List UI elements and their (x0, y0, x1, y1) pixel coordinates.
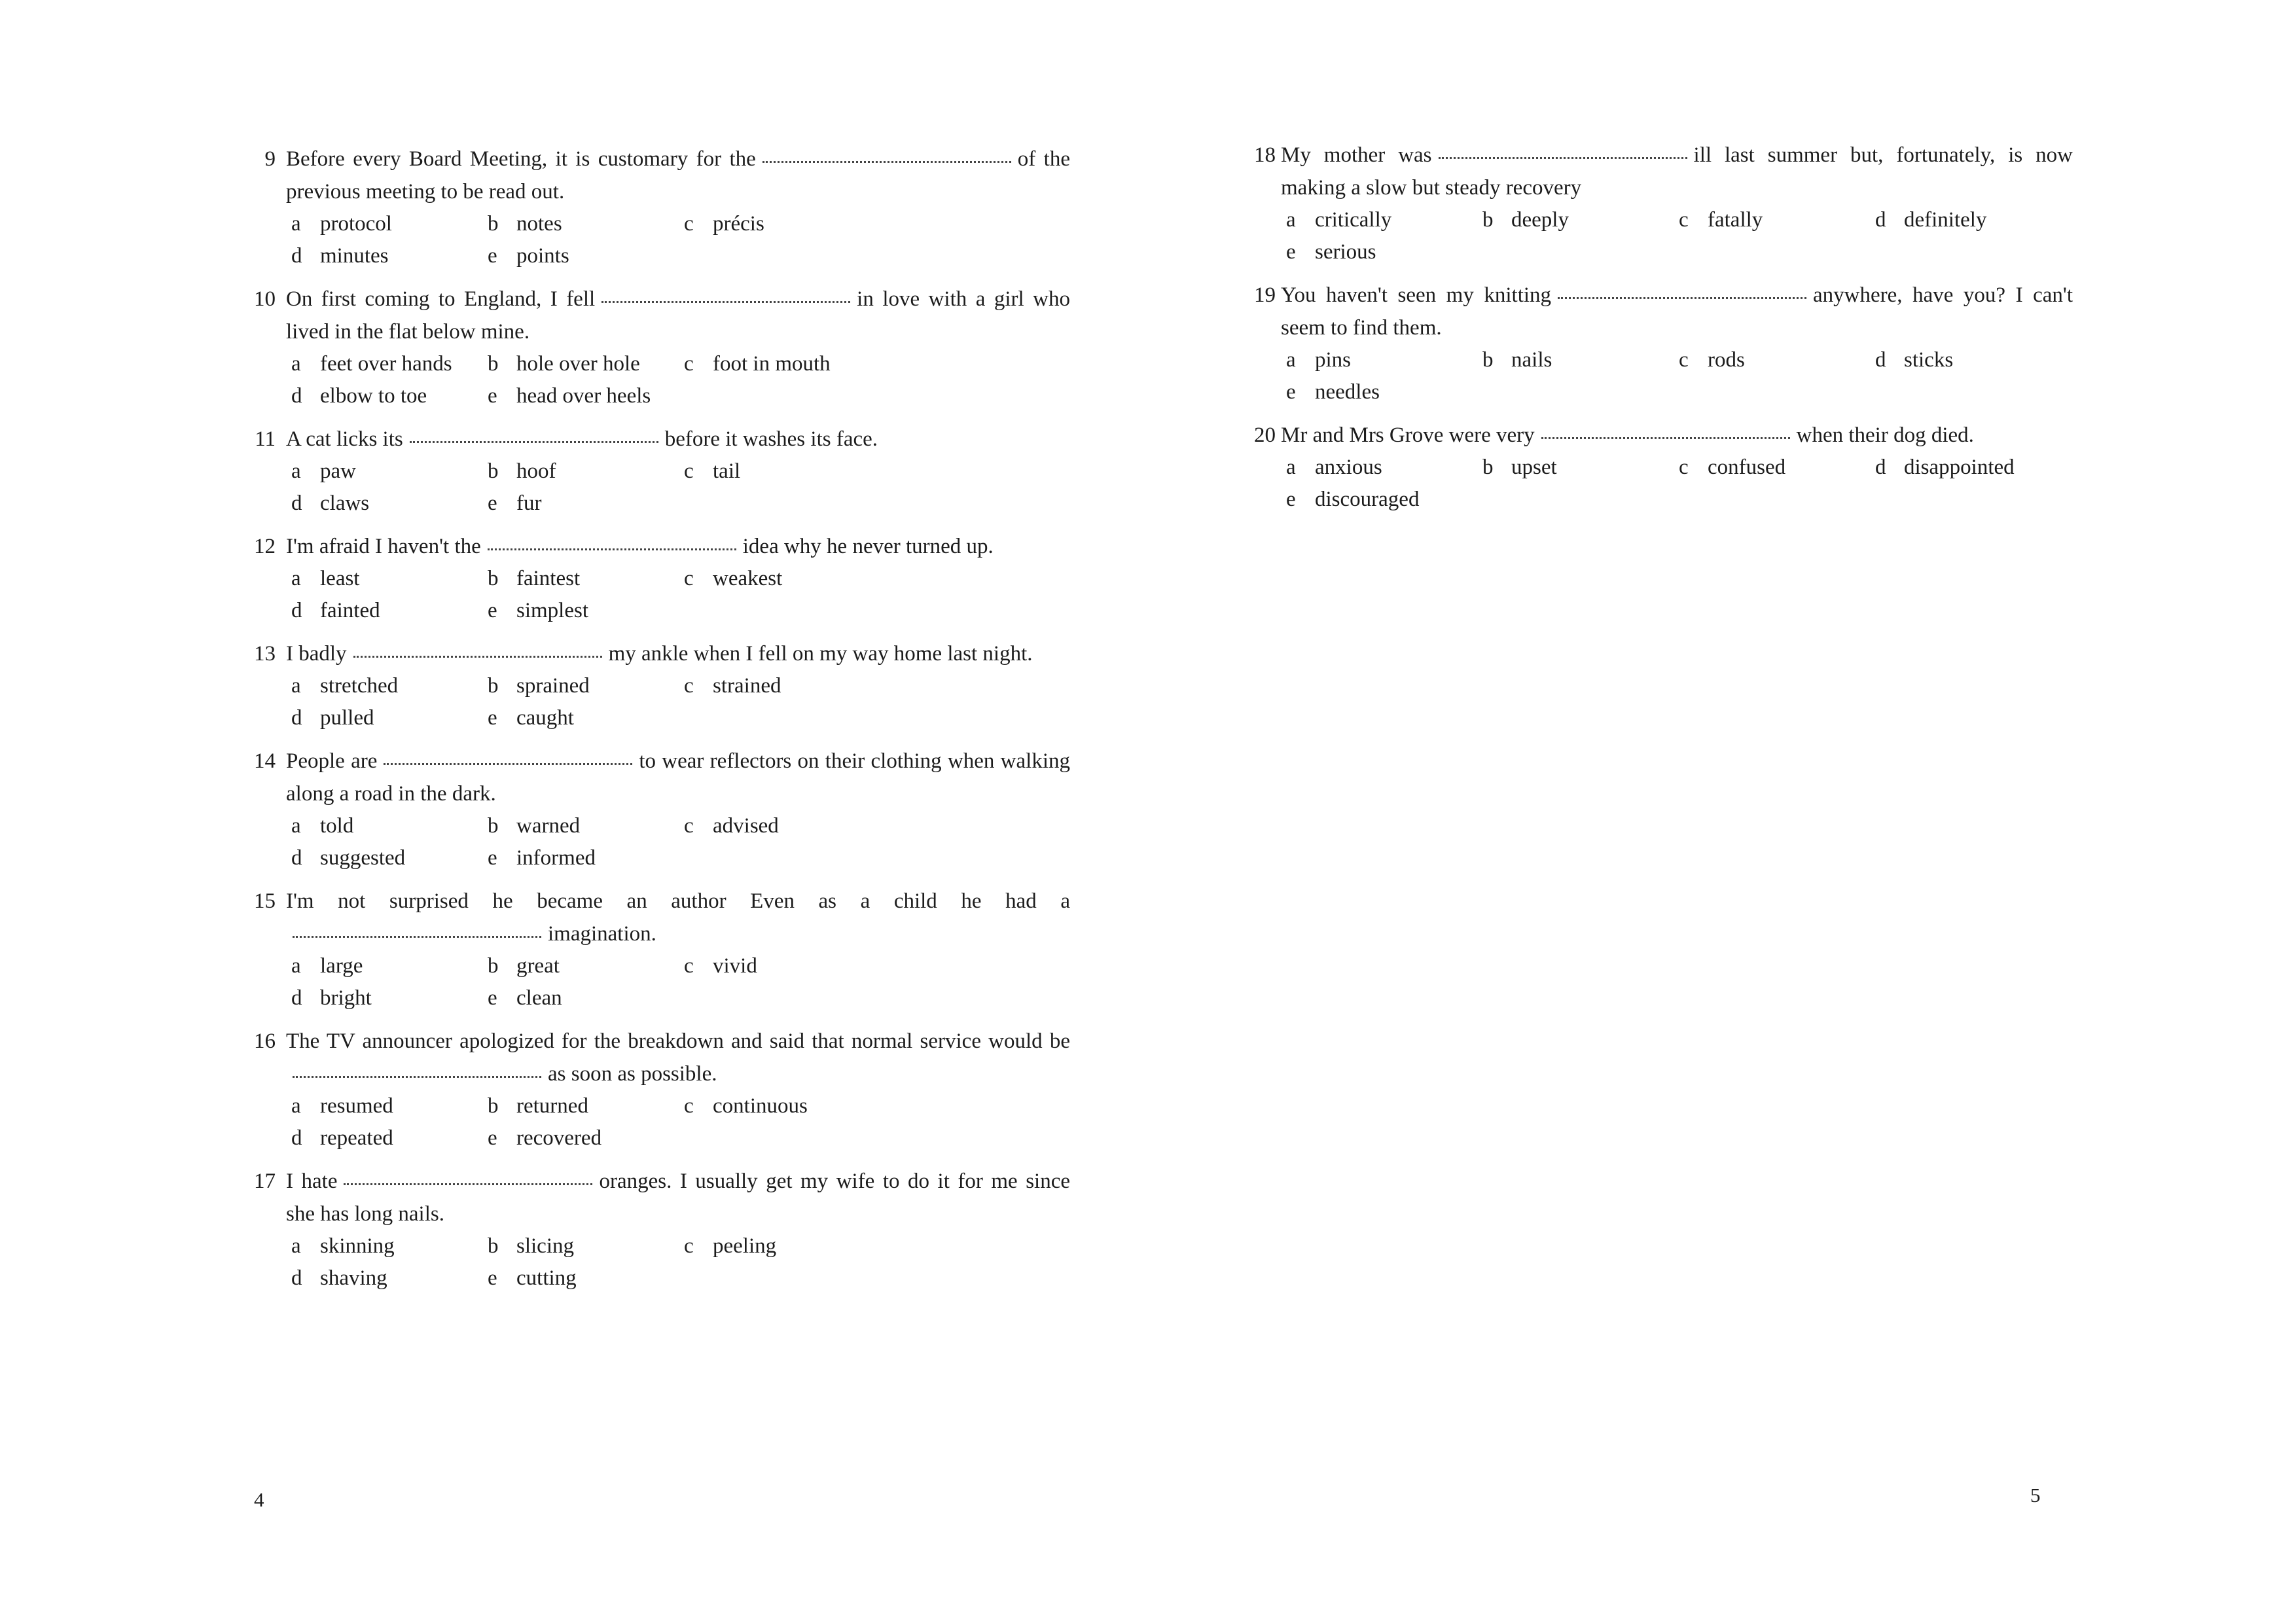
option-text: head over heels (516, 384, 651, 408)
question-text-after: oranges. I usually get my wife to do it for me since she has long nails. (286, 1169, 1070, 1226)
question-text-before: Mr and Mrs Grove were very (1281, 423, 1535, 447)
question-item (252, 637, 1070, 734)
option-text: serious (1315, 240, 1376, 264)
option-text: least (320, 567, 360, 590)
option-text: resumed (320, 1094, 393, 1118)
option-text: simplest (516, 599, 589, 622)
question-number: 14 (254, 749, 276, 773)
option-text: hoof (516, 459, 556, 483)
option-letter: d (291, 244, 302, 268)
option-text: great (516, 954, 560, 978)
answer-option (482, 702, 679, 734)
answer-blank (293, 1061, 541, 1078)
option-text: clean (516, 986, 562, 1010)
answer-options (286, 810, 1070, 874)
option-letter: c (1679, 348, 1689, 372)
option-text: continuous (713, 1094, 808, 1118)
option-letter: d (291, 491, 302, 515)
option-text: warned (516, 814, 581, 838)
question-text-before: I'm not surprised he became an author Even as a child he had a (286, 889, 1070, 913)
option-letter: b (488, 814, 499, 838)
question-number: 16 (254, 1029, 276, 1053)
option-letter: b (488, 352, 499, 376)
option-text: sticks (1904, 348, 1954, 372)
option-text: paw (320, 459, 356, 483)
option-text: protocol (320, 212, 392, 236)
question-number: 11 (255, 427, 276, 451)
option-letter: c (684, 1094, 694, 1118)
option-letter: a (291, 212, 301, 236)
question-number: 18 (1254, 143, 1276, 167)
answer-option (482, 1262, 679, 1294)
answer-options (286, 1090, 1070, 1154)
option-letter: d (291, 384, 302, 408)
answer-option (286, 1090, 482, 1122)
option-letter: c (684, 212, 694, 236)
option-text: hole over hole (516, 352, 640, 376)
question-number: 13 (254, 642, 276, 666)
answer-option (286, 455, 482, 488)
answer-options (286, 670, 1070, 734)
answer-option (482, 380, 679, 412)
option-letter: d (291, 706, 302, 730)
answer-option (286, 670, 482, 702)
option-text: slicing (516, 1234, 574, 1258)
answer-option (286, 208, 482, 240)
answer-option (482, 348, 679, 380)
answer-blank (410, 427, 658, 443)
option-text: bright (320, 986, 372, 1010)
option-text: advised (713, 814, 779, 838)
option-text: informed (516, 846, 596, 870)
option-letter: c (684, 954, 694, 978)
option-text: critically (1315, 208, 1392, 232)
option-letter: a (291, 954, 301, 978)
option-letter: a (291, 1094, 301, 1118)
option-letter: a (291, 352, 301, 376)
question-text-before: You haven't seen my knitting (1281, 283, 1552, 307)
answer-option (1281, 236, 1477, 268)
answer-blank (488, 534, 736, 550)
question-text (1281, 279, 2073, 344)
question-item (1247, 139, 2073, 268)
answer-option (286, 563, 482, 595)
question-text-after: my ankle when I fell on my way home last night. (608, 642, 1033, 666)
answer-option (482, 1230, 679, 1262)
question-item (252, 1165, 1070, 1294)
question-text-after: ill last summer but, fortunately, is now making a slow but steady recovery (1281, 143, 2073, 200)
option-text: strained (713, 674, 781, 698)
option-letter: a (1286, 208, 1296, 232)
answer-option (679, 208, 875, 240)
option-letter: e (488, 1266, 497, 1290)
question-text-before: Before every Board Meeting, it is customary for the (286, 147, 756, 171)
question-text (1281, 419, 2073, 452)
option-text: fainted (320, 599, 380, 622)
option-text: elbow to toe (320, 384, 427, 408)
option-text: suggested (320, 846, 406, 870)
option-text: disappointed (1904, 455, 2015, 479)
answer-option (1870, 204, 2066, 236)
answer-option (286, 488, 482, 520)
option-letter: d (291, 846, 302, 870)
answer-option (679, 348, 875, 380)
option-text: discouraged (1315, 488, 1420, 511)
option-letter: e (1286, 380, 1296, 404)
option-text: told (320, 814, 354, 838)
answer-option (482, 810, 679, 842)
question-text-after: idea why he never turned up. (742, 535, 994, 558)
question-text (286, 1025, 1070, 1090)
answer-option (679, 1230, 875, 1262)
option-text: shaving (320, 1266, 387, 1290)
answer-option (482, 1090, 679, 1122)
question-number: 19 (1254, 283, 1276, 307)
option-letter: d (1875, 455, 1886, 479)
question-text-after: as soon as possible. (548, 1062, 717, 1086)
option-letter: d (1875, 208, 1886, 232)
answer-options (1281, 452, 2073, 516)
option-text: vivid (713, 954, 757, 978)
question-item (252, 143, 1070, 272)
page-number-left: 4 (254, 1488, 264, 1511)
answer-options (286, 950, 1070, 1014)
question-text-after: when their dog died. (1796, 423, 1974, 447)
question-text-after: in love with a girl who lived in the flat below mine. (286, 287, 1070, 344)
question-item (252, 745, 1070, 874)
option-text: minutes (320, 244, 389, 268)
answer-option (482, 670, 679, 702)
option-letter: b (488, 212, 499, 236)
option-text: returned (516, 1094, 588, 1118)
option-letter: c (684, 459, 694, 483)
option-letter: b (1482, 208, 1494, 232)
answer-option (1281, 376, 1477, 408)
answer-option (679, 950, 875, 982)
option-letter: a (291, 567, 301, 590)
option-text: needles (1315, 380, 1380, 404)
answer-option (286, 380, 482, 412)
question-item (1247, 279, 2073, 408)
answer-option (286, 348, 482, 380)
option-letter: c (1679, 208, 1689, 232)
option-letter: b (488, 674, 499, 698)
question-item (252, 1025, 1070, 1154)
question-text-before: A cat licks its (286, 427, 403, 451)
question-text-after: to wear reflectors on their clothing when walking along a road in the dark. (286, 749, 1070, 806)
option-text: sprained (516, 674, 590, 698)
option-text: feet over hands (320, 352, 452, 376)
answer-option (286, 595, 482, 627)
answer-blank (601, 287, 850, 303)
answer-options (286, 563, 1070, 627)
option-text: notes (516, 212, 562, 236)
question-text (286, 1165, 1070, 1230)
option-text: nails (1511, 348, 1552, 372)
option-text: pulled (320, 706, 374, 730)
question-item (252, 283, 1070, 412)
answer-option (286, 810, 482, 842)
answer-options (286, 208, 1070, 272)
answer-blank (1558, 283, 1806, 299)
option-letter: b (488, 954, 499, 978)
answer-option (679, 810, 875, 842)
question-text-after: of the previous meeting to be read out. (286, 147, 1070, 204)
option-text: caught (516, 706, 574, 730)
option-letter: e (488, 706, 497, 730)
question-text-after: anywhere, have you? I can't seem to find them. (1281, 283, 2073, 340)
question-item (252, 530, 1070, 627)
question-text (286, 637, 1070, 670)
option-letter: e (488, 1126, 497, 1150)
answer-option (286, 1262, 482, 1294)
right-page-questions (1247, 139, 2073, 526)
option-letter: e (1286, 488, 1296, 511)
option-letter: c (684, 1234, 694, 1258)
question-text-after: imagination. (548, 922, 656, 946)
question-number: 9 (264, 147, 276, 171)
answer-blank (344, 1169, 592, 1185)
option-text: faintest (516, 567, 581, 590)
option-text: points (516, 244, 569, 268)
option-letter: e (488, 986, 497, 1010)
answer-option (1674, 204, 1870, 236)
option-letter: c (684, 674, 694, 698)
question-text-after: before it washes its face. (664, 427, 878, 451)
answer-option (1281, 484, 1477, 516)
option-letter: a (1286, 348, 1296, 372)
question-item (252, 885, 1070, 1014)
question-item (1247, 419, 2073, 516)
option-letter: b (488, 459, 499, 483)
question-text-before: People are (286, 749, 378, 773)
answer-options (286, 455, 1070, 520)
option-text: large (320, 954, 363, 978)
option-letter: d (1875, 348, 1886, 372)
question-number: 20 (1254, 423, 1276, 447)
question-text-before: On first coming to England, I fell (286, 287, 596, 311)
option-letter: b (488, 567, 499, 590)
question-text (286, 885, 1070, 950)
answer-option (1281, 344, 1477, 376)
answer-option (482, 455, 679, 488)
answer-blank (762, 147, 1011, 163)
option-letter: e (488, 846, 497, 870)
answer-option (679, 1090, 875, 1122)
answer-option (679, 455, 875, 488)
answer-option (1477, 452, 1674, 484)
option-text: repeated (320, 1126, 393, 1150)
answer-option (286, 950, 482, 982)
answer-option (679, 670, 875, 702)
question-text-before: I'm afraid I haven't the (286, 535, 481, 558)
answer-options (1281, 204, 2073, 268)
option-text: deeply (1511, 208, 1569, 232)
answer-option (1281, 452, 1477, 484)
option-letter: e (488, 384, 497, 408)
answer-options (286, 348, 1070, 412)
answer-options (286, 1230, 1070, 1294)
answer-option (482, 1122, 679, 1154)
option-letter: c (684, 567, 694, 590)
option-letter: a (291, 1234, 301, 1258)
answer-option (286, 702, 482, 734)
answer-option (286, 982, 482, 1014)
option-letter: a (291, 814, 301, 838)
answer-option (1674, 344, 1870, 376)
answer-option (1477, 204, 1674, 236)
option-letter: e (488, 599, 497, 622)
answer-blank (353, 641, 602, 658)
question-text (286, 530, 1070, 563)
answer-blank (293, 921, 541, 938)
question-text-before: I badly (286, 642, 347, 666)
option-letter: a (291, 674, 301, 698)
answer-option (482, 488, 679, 520)
option-text: foot in mouth (713, 352, 831, 376)
question-number: 12 (254, 535, 276, 558)
option-letter: e (1286, 240, 1296, 264)
option-letter: d (291, 599, 302, 622)
option-text: skinning (320, 1234, 395, 1258)
option-text: fur (516, 491, 542, 515)
option-text: fatally (1708, 208, 1763, 232)
option-letter: e (488, 491, 497, 515)
option-text: anxious (1315, 455, 1382, 479)
option-letter: d (291, 1126, 302, 1150)
answer-option (1870, 344, 2066, 376)
left-page-questions (252, 143, 1070, 1305)
option-text: rods (1708, 348, 1745, 372)
question-text (286, 423, 1070, 455)
option-letter: a (291, 459, 301, 483)
answer-option (286, 240, 482, 272)
question-text (286, 283, 1070, 348)
question-text-before: My mother was (1281, 143, 1432, 167)
option-text: claws (320, 491, 370, 515)
question-text (286, 143, 1070, 208)
option-letter: c (684, 814, 694, 838)
option-letter: d (291, 986, 302, 1010)
answer-option (482, 563, 679, 595)
answer-option (679, 563, 875, 595)
question-text-before: The TV announcer apologized for the breakdown and said that normal service would be (286, 1029, 1070, 1053)
option-letter: a (1286, 455, 1296, 479)
option-text: recovered (516, 1126, 602, 1150)
option-letter: b (488, 1094, 499, 1118)
option-letter: d (291, 1266, 302, 1290)
page-number-right: 5 (2030, 1484, 2041, 1507)
answer-option (482, 595, 679, 627)
answer-option (482, 982, 679, 1014)
option-text: peeling (713, 1234, 777, 1258)
option-text: tail (713, 459, 741, 483)
answer-option (482, 950, 679, 982)
option-text: weakest (713, 567, 783, 590)
option-text: précis (713, 212, 764, 236)
option-letter: b (1482, 348, 1494, 372)
option-text: pins (1315, 348, 1352, 372)
answer-options (1281, 344, 2073, 408)
answer-option (286, 1230, 482, 1262)
answer-option (482, 208, 679, 240)
question-number: 15 (254, 889, 276, 913)
answer-option (1674, 452, 1870, 484)
option-letter: c (684, 352, 694, 376)
option-letter: b (488, 1234, 499, 1258)
answer-option (1870, 452, 2066, 484)
answer-blank (1439, 143, 1687, 159)
option-text: stretched (320, 674, 399, 698)
answer-option (286, 842, 482, 874)
answer-option (286, 1122, 482, 1154)
option-letter: b (1482, 455, 1494, 479)
question-number: 10 (254, 287, 276, 311)
answer-option (482, 240, 679, 272)
answer-blank (384, 749, 632, 765)
answer-option (482, 842, 679, 874)
question-text (1281, 139, 2073, 204)
option-text: definitely (1904, 208, 1987, 232)
option-text: upset (1511, 455, 1557, 479)
question-item (252, 423, 1070, 520)
question-text-before: I hate (286, 1169, 338, 1193)
answer-blank (1541, 423, 1790, 439)
option-text: confused (1708, 455, 1786, 479)
option-text: cutting (516, 1266, 577, 1290)
answer-option (1281, 204, 1477, 236)
question-number: 17 (254, 1169, 276, 1193)
answer-option (1477, 344, 1674, 376)
option-letter: e (488, 244, 497, 268)
question-text (286, 745, 1070, 810)
option-letter: c (1679, 455, 1689, 479)
